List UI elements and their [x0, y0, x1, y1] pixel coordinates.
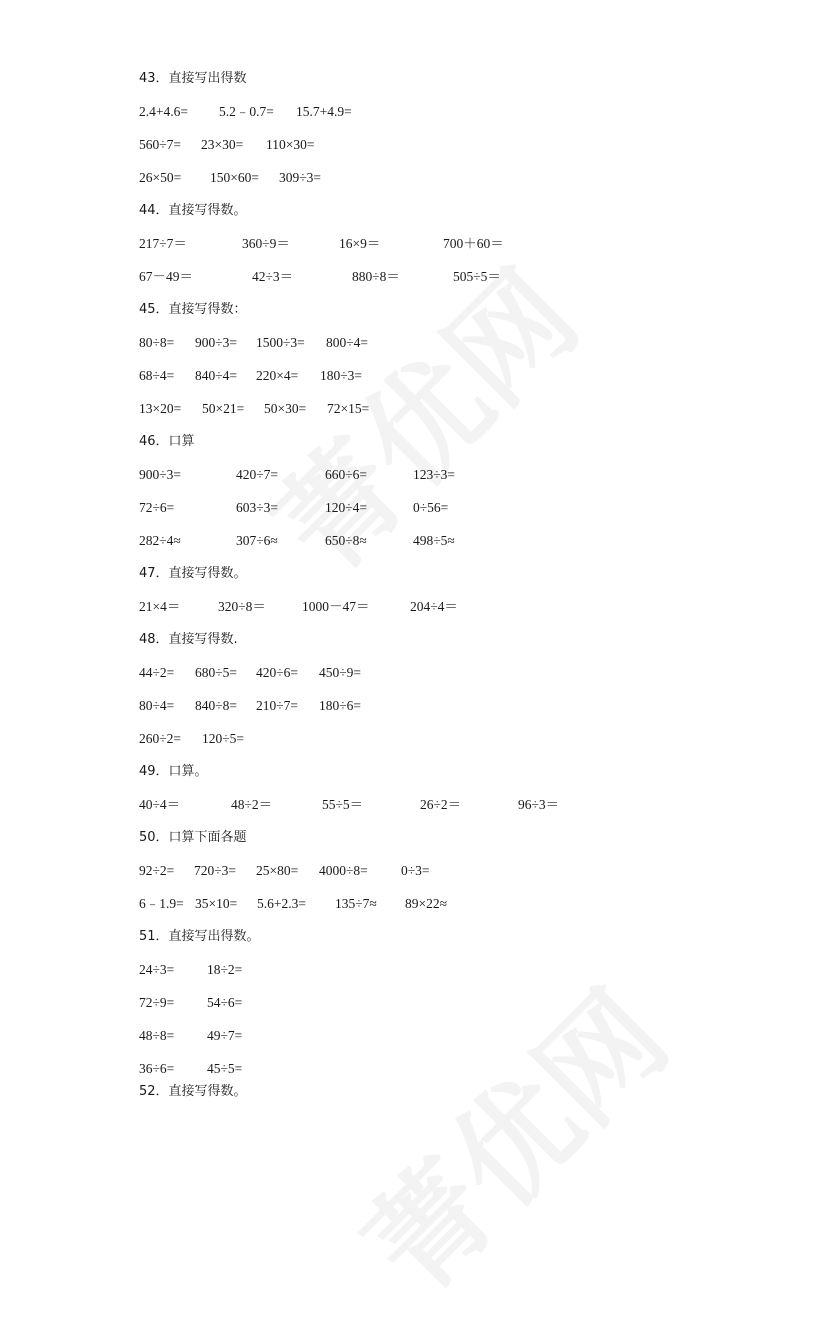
- expression: 25×80=: [256, 863, 299, 878]
- expression: 50×21=: [202, 401, 245, 416]
- expression: 120÷4=: [325, 500, 368, 515]
- expression: 72÷6=: [139, 500, 175, 515]
- problem-heading: 45．直接写得数：: [139, 302, 247, 317]
- expression: 110×30=: [266, 137, 315, 152]
- expression: 55÷5＝: [322, 797, 364, 812]
- expression: 560÷7=: [139, 137, 182, 152]
- expression: 307÷6≈: [236, 533, 278, 548]
- expression: 210÷7=: [256, 698, 299, 713]
- expression: 150×60=: [210, 170, 259, 185]
- expression: 840÷4=: [195, 368, 238, 383]
- expression: 180÷6=: [319, 698, 362, 713]
- expression: 36÷6=: [139, 1061, 175, 1076]
- expression: 450÷9=: [319, 665, 362, 680]
- expression: 320÷8＝: [218, 599, 266, 614]
- expression: 54÷6=: [207, 995, 243, 1010]
- expression: 50×30=: [264, 401, 307, 416]
- expression: 23×30=: [201, 137, 244, 152]
- expression: 42÷3＝: [252, 269, 294, 284]
- problem-heading: 51．直接写出得数。: [139, 929, 260, 944]
- expression: 24÷3=: [139, 962, 175, 977]
- expression: 420÷7=: [236, 467, 279, 482]
- expression: 5.6+2.3=: [257, 896, 306, 911]
- expression: 44÷2=: [139, 665, 175, 680]
- expression: 2.4+4.6=: [139, 104, 188, 119]
- problem-heading: 46．口算: [139, 434, 195, 449]
- expression: 603÷3=: [236, 500, 279, 515]
- expression: 260÷2=: [139, 731, 182, 746]
- expression: 21×4＝: [139, 599, 181, 614]
- expression: 15.7+4.9=: [296, 104, 352, 119]
- expression: 68÷4=: [139, 368, 175, 383]
- expression: 92÷2=: [139, 863, 175, 878]
- expression: 45÷5=: [207, 1061, 243, 1076]
- expression: 840÷8=: [195, 698, 238, 713]
- expression: 67－49＝: [139, 269, 193, 284]
- expression: 96÷3＝: [518, 797, 560, 812]
- expression: 1500÷3=: [256, 335, 305, 350]
- expression: 498÷5≈: [413, 533, 455, 548]
- expression: 650÷8≈: [325, 533, 367, 548]
- expression: 0÷56=: [413, 500, 449, 515]
- problem-heading: 47．直接写得数。: [139, 566, 247, 581]
- expression: 35×10=: [195, 896, 238, 911]
- problem-heading: 50．口算下面各题: [139, 830, 247, 845]
- expression: 26×50=: [139, 170, 182, 185]
- expression: 4000÷8=: [319, 863, 368, 878]
- expression: 680÷5=: [195, 665, 238, 680]
- expression: 1000－47＝: [302, 599, 370, 614]
- expression: 309÷3=: [279, 170, 322, 185]
- expression: 135÷7≈: [335, 896, 377, 911]
- expression: 282÷4≈: [139, 533, 181, 548]
- expression: 217÷7＝: [139, 236, 187, 251]
- expression: 660÷6=: [325, 467, 368, 482]
- expression: 800÷4=: [326, 335, 369, 350]
- expression: 120÷5=: [202, 731, 245, 746]
- problem-heading: 44．直接写得数。: [139, 203, 247, 218]
- expression: 80÷8=: [139, 335, 175, 350]
- expression: 26÷2＝: [420, 797, 462, 812]
- problem-heading: 48．直接写得数.: [139, 632, 238, 647]
- watermark-bottom: [322, 948, 698, 1324]
- expression: 220×4=: [256, 368, 299, 383]
- expression: 900÷3=: [139, 467, 182, 482]
- expression: 18÷2=: [207, 962, 243, 977]
- expression: 72÷9=: [139, 995, 175, 1010]
- expression: 16×9＝: [339, 236, 381, 251]
- expression: 72×15=: [327, 401, 370, 416]
- expression: 13×20=: [139, 401, 182, 416]
- expression: 900÷3=: [195, 335, 238, 350]
- expression: 204÷4＝: [410, 599, 458, 614]
- expression: 40÷4＝: [139, 797, 181, 812]
- expression: 5.2﹣0.7=: [219, 104, 274, 119]
- expression: 49÷7=: [207, 1028, 243, 1043]
- expression: 720÷3=: [194, 863, 237, 878]
- expression: 880÷8＝: [352, 269, 400, 284]
- expression: 80÷4=: [139, 698, 175, 713]
- expression: 6﹣1.9=: [139, 896, 184, 911]
- expression: 48÷2＝: [231, 797, 273, 812]
- expression: 123÷3=: [413, 467, 456, 482]
- expression: 700＋60＝: [443, 236, 504, 251]
- expression: 360÷9＝: [242, 236, 290, 251]
- expression: 89×22≈: [405, 896, 448, 911]
- expression: 505÷5＝: [453, 269, 501, 284]
- problem-heading: 52．直接写得数。: [139, 1084, 247, 1099]
- problem-heading: 49．口算。: [139, 764, 208, 779]
- problem-heading: 43．直接写出得数: [139, 71, 247, 86]
- expression: 48÷8=: [139, 1028, 175, 1043]
- expression: 420÷6=: [256, 665, 299, 680]
- expression: 180÷3=: [320, 368, 363, 383]
- expression: 0÷3=: [401, 863, 430, 878]
